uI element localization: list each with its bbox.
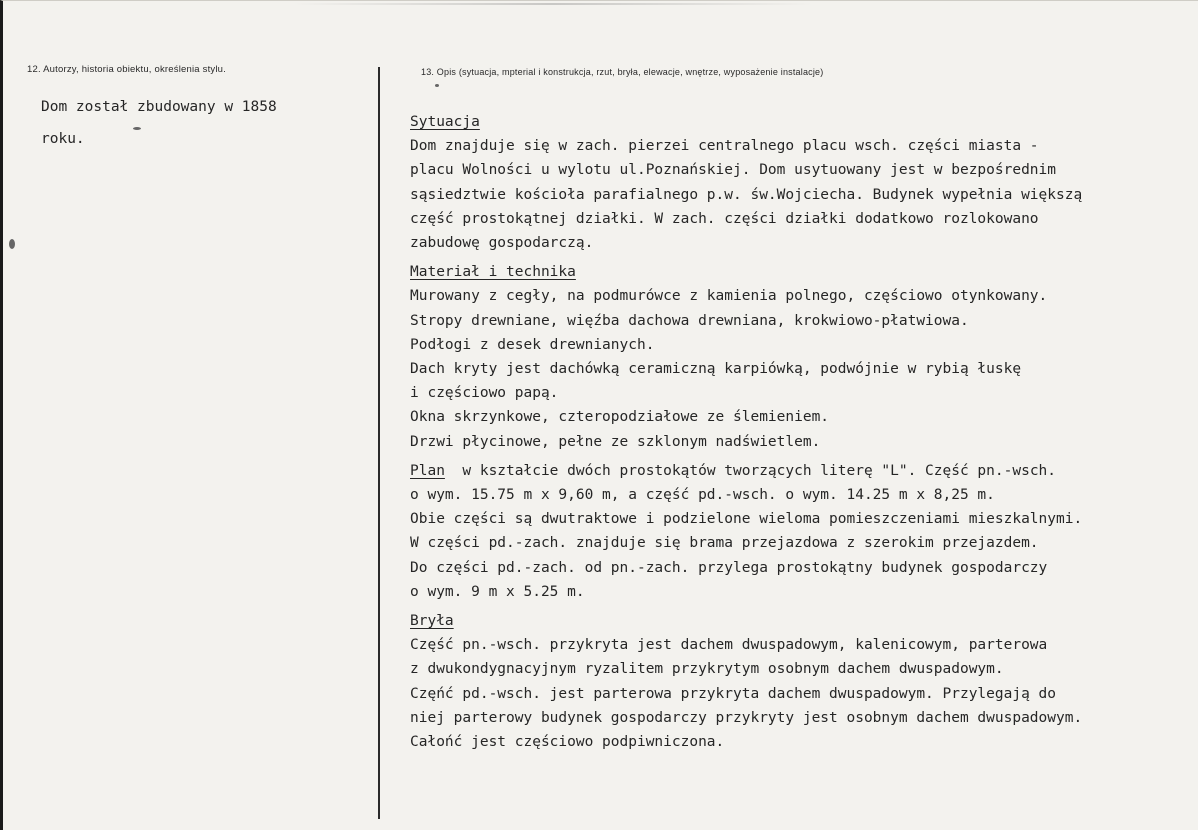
plan-first-line bbox=[410, 459, 1082, 483]
text-line: o wym. 9 m x 5.25 m. bbox=[410, 583, 585, 600]
right-field-header: 13. Opis (sytuacja, mpterial i konstrukcja, rzut, bryła, elewacje, wnętrze, wyposażenie instalacje) bbox=[421, 67, 824, 77]
scan-speck bbox=[435, 84, 439, 87]
text-line: Stropy drewniane, więźba dachowa drewniana, krokwiowo-płatwiowa. bbox=[410, 312, 969, 329]
column-divider bbox=[378, 67, 380, 819]
text-line: Okna skrzynkowe, czteropodziałowe ze ślemieniem. bbox=[410, 409, 830, 426]
section-heading: Bryła bbox=[410, 613, 454, 630]
text-line: Całońć jest częściowo podpiwniczona. bbox=[410, 734, 725, 751]
text-line: z dwukondygnacyjnym ryzalitem przykrytym osobnym dachem dwuspadowym. bbox=[410, 661, 1004, 678]
text-line: sąsiedztwie kościoła parafialnego p.w. św.Wojciecha. Budynek wypełnia większą bbox=[410, 186, 1083, 203]
text-line: Częńć pd.-wsch. jest parterowa przykryta dachem dwuspadowym. Przylegają do bbox=[410, 685, 1057, 702]
text-line: Dom znajduje się w zach. pierzei centralnego placu wsch. części miasta - bbox=[410, 138, 1039, 155]
text-line: Obie części są dwutraktowe i podzielone wieloma pomieszczeniami mieszkalnymi. bbox=[410, 511, 1083, 528]
text-line: zabudowę gospodarczą. bbox=[410, 235, 594, 252]
text-line: Murowany z cegły, na podmurówce z kamienia polnego, częściowo otynkowany. bbox=[410, 288, 1048, 305]
left-line: Dom został zbudowany w 1858 bbox=[41, 99, 277, 115]
scan-artifact bbox=[293, 3, 813, 5]
scan-speck bbox=[133, 127, 141, 130]
section-heading: Sytuacja bbox=[410, 114, 480, 130]
description-body bbox=[410, 110, 1082, 754]
text-line: o wym. 15.75 m x 9,60 m, a część pd.-wsch. o wym. 14.25 m x 8,25 m. bbox=[410, 487, 995, 504]
text-line: Część pn.-wsch. przykryta jest dachem dwuspadowym, kalenicowym, parterowa bbox=[410, 637, 1048, 654]
text-line: W części pd.-zach. znajduje się brama przejazdowa z szerokim przejazdem. bbox=[410, 535, 1039, 552]
left-field-text bbox=[41, 91, 277, 155]
text-line: Drzwi płycinowe, pełne ze szklonym nadświetlem. bbox=[410, 433, 821, 450]
text-line: Do części pd.-zach. od pn.-zach. przylega prostokątny budynek gospodarczy bbox=[410, 559, 1048, 576]
left-field-header: 12. Autorzy, historia obiektu, określenia stylu. bbox=[27, 64, 226, 75]
text-line: Dach kryty jest dachówką ceramiczną karpiówką, podwójnie w rybią łuskę bbox=[410, 361, 1022, 378]
scan-speck bbox=[9, 239, 15, 249]
text-line: część prostokątnej działki. W zach. części działki dodatkowo rozlokowano bbox=[410, 210, 1039, 227]
text-line: placu Wolności u wylotu ul.Poznańskiej. Dom usytuowany jest w bezpośrednim bbox=[410, 162, 1057, 179]
text-line: i częściowo papą. bbox=[410, 385, 559, 402]
text-line: niej parterowy budynek gospodarczy przykryty jest osobnym dachem dwuspadowym. bbox=[410, 709, 1083, 726]
left-line: roku. bbox=[41, 131, 85, 147]
section-heading: Plan bbox=[410, 462, 445, 479]
text-line: w kształcie dwóch prostokątów tworzących literę "L". Część pn.-wsch. bbox=[444, 462, 1057, 479]
section-heading: Materiał i technika bbox=[410, 264, 576, 281]
text-line: Podłogi z desek drewnianych. bbox=[410, 336, 655, 353]
